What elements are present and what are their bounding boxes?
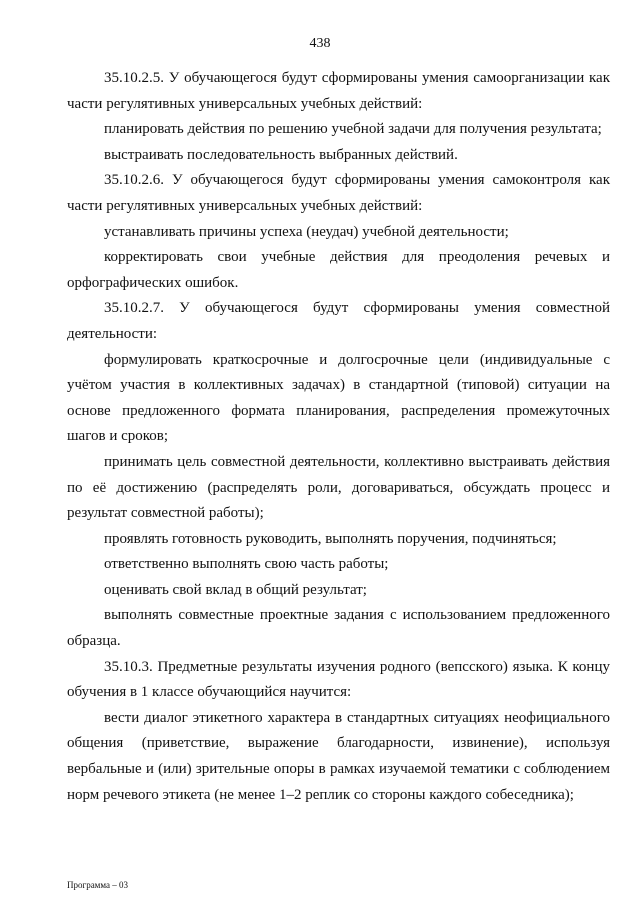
paragraph: корректировать свои учебные действия для преодоления речевых и орфографических ошибок.: [67, 249, 610, 291]
paragraph: 35.10.2.5. У обучающегося будут сформированы умения самоорганизации как части регулятивных универсальных учебных действий:: [67, 70, 610, 112]
paragraph: формулировать краткосрочные и долгосрочные цели (индивидуальные с учётом участия в коллективных задачах) в стандартной (типовой) ситуации на основе предложенного формата планирования, распределения промежуточных шагов и сроков;: [67, 351, 610, 445]
paragraph: ответственно выполнять свою часть работы;: [104, 556, 389, 573]
paragraph: вести диалог этикетного характера в стандартных ситуациях неофициального общения (приветствие, выражение благодарности, извинение), используя вербальные и (или) зрительные опоры в рамках изучаемой тематики с соблюдением норм речевого этикета (не менее 1–2 реплик со стороны каждого собеседника);: [67, 709, 610, 803]
paragraph: принимать цель совместной деятельности, коллективно выстраивать действия по её достижению (распределять роли, договариваться, обсуждать процесс и результат совместной работы);: [67, 453, 610, 522]
paragraph: выполнять совместные проектные задания с использованием предложенного образца.: [67, 607, 610, 650]
page-number: 438: [309, 36, 331, 51]
paragraph: устанавливать причины успеха (неудач) учебной деятельности;: [104, 223, 509, 240]
paragraph: 35.10.3. Предметные результаты изучения родного (вепсского) языка. К концу обучения в 1 классе обучающийся научится:: [67, 658, 610, 701]
footer-label: Программа – 03: [67, 880, 129, 890]
body-text: [67, 66, 610, 808]
paragraph: 35.10.2.7. У обучающегося будут сформированы умения совместной деятельности:: [67, 300, 610, 342]
paragraph: выстраивать последовательность выбранных действий.: [104, 146, 458, 163]
paragraph: планировать действия по решению учебной задачи для получения результата;: [104, 121, 602, 138]
paragraph: проявлять готовность руководить, выполнять поручения, подчиняться;: [104, 530, 557, 547]
paragraph: оценивать свой вклад в общий результат;: [104, 581, 367, 598]
paragraph: 35.10.2.6. У обучающегося будут сформированы умения самоконтроля как части регулятивных универсальных учебных действий:: [67, 172, 610, 214]
